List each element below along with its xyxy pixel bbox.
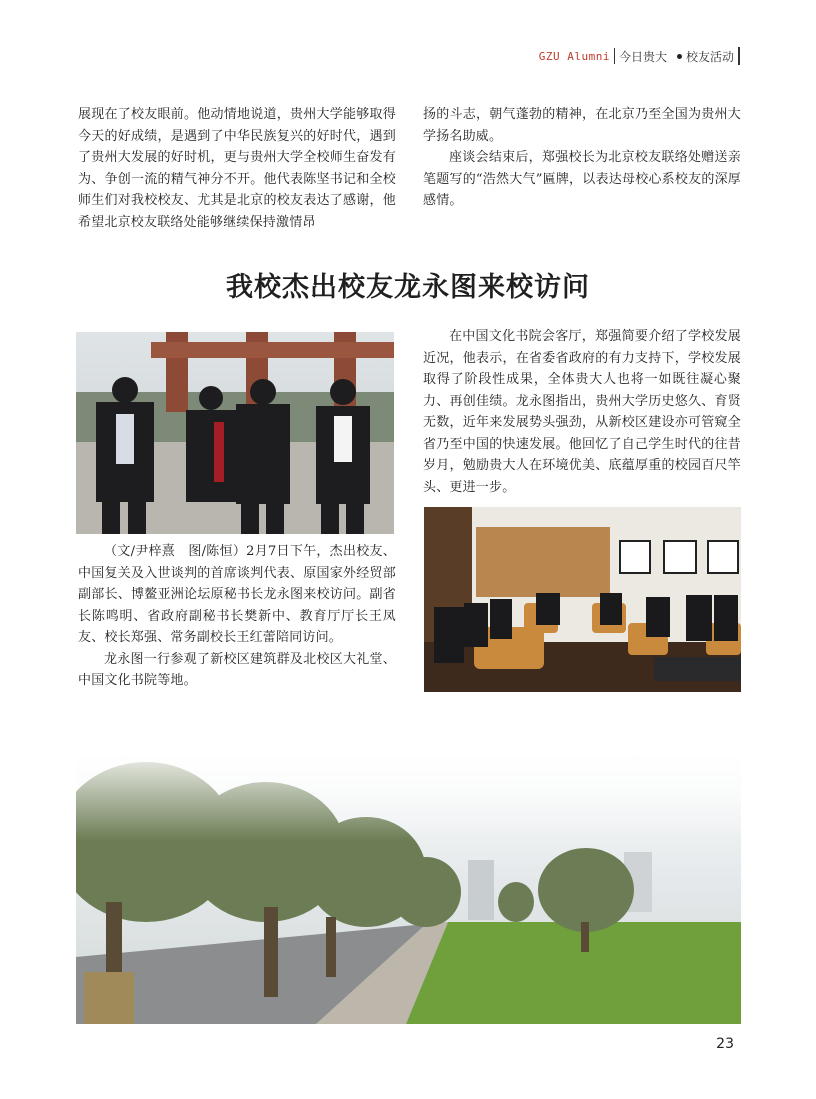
photo-campus-trees (76, 742, 741, 1024)
header-section-today: 今日贵大 (618, 49, 667, 64)
mid-left-column (78, 541, 396, 692)
photo-campus-trees-image (76, 742, 741, 1024)
photo-meeting-room (424, 507, 741, 692)
header-separator (614, 48, 615, 64)
top-left-column (78, 104, 396, 233)
body-paragraph: 展现在了校友眼前。他动情地说道，贵州大学能够取得今天的好成绩，是遇到了中华民族复兴的好时代，遇到了贵州大发展的好时机，更与贵州大学全校师生奋发有为、争创一流的精气神分不开。他代表陈坚书记和全校师生们对我校校友、尤其是北京的校友表达了感谢，他希望北京校友联络处能够继续保持激情昂 (78, 107, 396, 230)
body-paragraph: 在中国文化书院会客厅，郑强简要介绍了学校发展近况，他表示，在省委省政府的有力支持下，学校发展取得了阶段性成果，全体贵大人也将一如既往凝心聚力、再创佳绩。龙永图指出，贵州大学历史悠久、育贤无数，近年来发展势头强劲，从新校区建设亦可管窥全省乃至中国的快速发展。他回忆了自己学生时代的往昔岁月，勉励贵大人在环境优美、底蕴厚重的校园百尺竿头、更进一步。 (423, 329, 741, 495)
top-right-column (423, 104, 741, 212)
bullet-icon (677, 54, 682, 59)
body-paragraph: 座谈会结束后，郑强校长为北京校友联络处赠送亲笔题写的“浩然大气”匾牌，以表达母校心系校友的深厚感情。 (423, 150, 741, 208)
body-paragraph: 龙永图一行参观了新校区建筑群及北校区大礼堂、中国文化书院等地。 (78, 651, 396, 688)
header-brand: GZU Alumni (538, 49, 610, 63)
photo-campus-visit (76, 332, 394, 534)
photo-meeting-room-image (424, 507, 741, 692)
page-number: 23 (716, 1036, 734, 1052)
running-header (539, 46, 740, 66)
body-paragraph: （文/尹梓熹 图/陈恒）2月7日下午，杰出校友、中国复关及入世谈判的首席谈判代表、原国家外经贸部副部长、博鳌亚洲论坛原秘书长龙永图来校访问。副省长陈鸣明、省政府副秘书长樊新中、教育厅厅长王凤友、校长郑强、常务副校长王红蕾陪同访问。 (78, 544, 396, 645)
mid-right-column (423, 326, 741, 498)
article-title: 我校杰出校友龙永图来校访问 (226, 272, 590, 303)
photo-campus-visit-image (76, 332, 394, 534)
header-end-bar (738, 47, 740, 65)
body-paragraph: 扬的斗志，朝气蓬勃的精神，在北京乃至全国为贵州大学扬名助威。 (423, 107, 741, 144)
header-section-alumni: 校友活动 (685, 49, 734, 64)
